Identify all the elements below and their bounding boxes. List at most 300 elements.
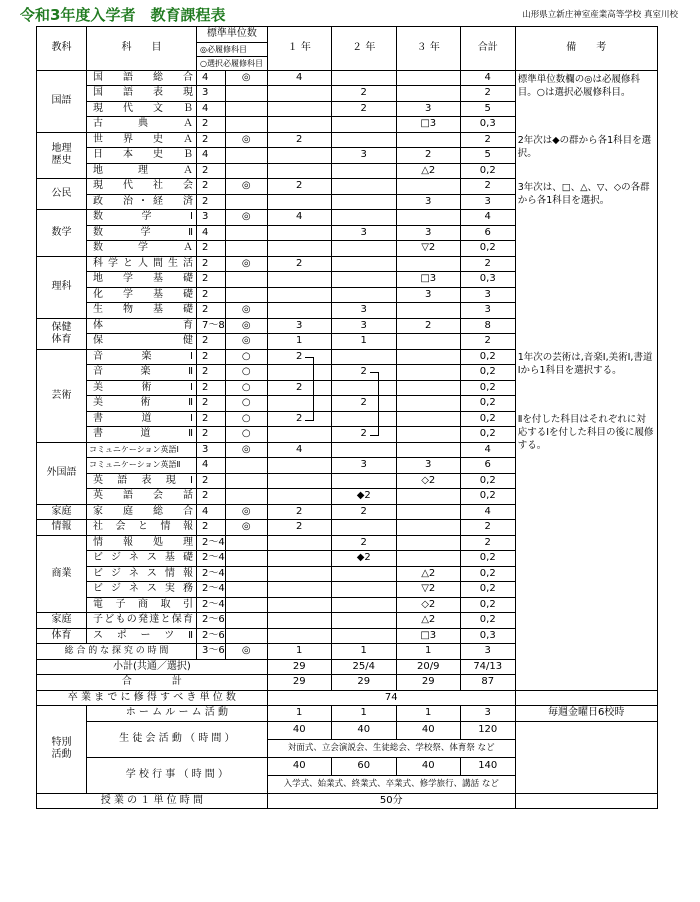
- total-units: 0,2: [460, 473, 515, 489]
- category-label: 体育: [37, 628, 87, 644]
- category-label: 地理 歴史: [37, 132, 87, 179]
- total-units: 0,2: [460, 489, 515, 505]
- subject-name: 現 代 社 会: [87, 179, 197, 195]
- year2-units: [331, 117, 396, 133]
- gakkou-note: 入学式、始業式、終業式、卒業式、修学旅行、講話 など: [267, 775, 515, 793]
- standard-units: 2～4: [197, 582, 226, 598]
- subject-row: [37, 349, 658, 365]
- standard-units: 4: [197, 148, 226, 164]
- seitokai-y2: 40: [331, 721, 396, 739]
- standard-units: 4: [197, 458, 226, 474]
- subtotal-label: 小計(共通／選択): [37, 659, 268, 675]
- grand-y3: 29: [396, 675, 460, 691]
- subject-name: コミュニケーション英語Ⅱ: [87, 458, 197, 474]
- seitokai-total: 120: [460, 721, 515, 739]
- year2-units: [331, 628, 396, 644]
- year1-units: [267, 148, 331, 164]
- hr-y1: 1: [267, 706, 331, 722]
- requirement-mark: [225, 535, 267, 551]
- standard-units: 3: [197, 210, 226, 226]
- remarks-cell: [515, 318, 657, 349]
- year1-units: 2: [267, 132, 331, 148]
- gakkou-label: 学 校 行 事 （ 時 間 ）: [87, 757, 268, 793]
- category-label: 家庭: [37, 613, 87, 629]
- total-units: 0,2: [460, 427, 515, 443]
- requirement-mark: [225, 597, 267, 613]
- total-units: 0,2: [460, 380, 515, 396]
- year2-units: [331, 566, 396, 582]
- requirement-mark: [225, 287, 267, 303]
- gakkou-total: 140: [460, 757, 515, 775]
- year2-units: 3: [331, 458, 396, 474]
- year3-units: [396, 210, 460, 226]
- year2-units: 1: [331, 334, 396, 350]
- year3-units: [396, 365, 460, 381]
- total-units: 0,2: [460, 349, 515, 365]
- subject-name: ビジネス実務: [87, 582, 197, 598]
- year2-units: [331, 272, 396, 288]
- subject-name: 書 道 Ⅰ: [87, 411, 197, 427]
- total-units: 2: [460, 132, 515, 148]
- year3-units: 3: [396, 101, 460, 117]
- year3-units: [396, 256, 460, 272]
- lesson-time-row: [37, 793, 658, 809]
- requirement-mark: [225, 489, 267, 505]
- year1-units: [267, 365, 331, 381]
- year1-units: [267, 551, 331, 567]
- year2-units: [331, 256, 396, 272]
- year3-units: [396, 179, 460, 195]
- total-units: 0,2: [460, 582, 515, 598]
- year3-units: ▽2: [396, 241, 460, 257]
- subtotal-y2: 25/4: [331, 659, 396, 675]
- year1-units: [267, 396, 331, 412]
- total-units: 3: [460, 287, 515, 303]
- year3-units: 3: [396, 287, 460, 303]
- standard-units: 4: [197, 101, 226, 117]
- year2-units: ◆2: [331, 489, 396, 505]
- subject-row: [37, 318, 658, 334]
- graduation-label: 卒 業 ま で に 修 得 す べ き 単 位 数: [37, 690, 268, 706]
- remarks-cell: [515, 690, 657, 706]
- subject-row: [37, 628, 658, 644]
- subject-name: 国 語 総 合: [87, 70, 197, 86]
- year2-units: 2: [331, 86, 396, 102]
- total-units: 0,2: [460, 396, 515, 412]
- total-units: 0,2: [460, 551, 515, 567]
- standard-units: 2～4: [197, 566, 226, 582]
- year3-units: [396, 551, 460, 567]
- unit-legend-hissyu: ◎必履修科目: [197, 42, 268, 56]
- subject-name: 日 本 史 Ｂ: [87, 148, 197, 164]
- year2-units: 2: [331, 504, 396, 520]
- gakkou-y3: 40: [396, 757, 460, 775]
- total-units: 0,2: [460, 365, 515, 381]
- requirement-mark: ○: [225, 365, 267, 381]
- unit-legend-sentaku: ○選択必履修科目: [197, 56, 268, 70]
- requirement-mark: ◎: [225, 644, 267, 660]
- requirement-mark: ◎: [225, 442, 267, 458]
- remarks-cell: [515, 675, 657, 691]
- standard-units: 2: [197, 241, 226, 257]
- col-y2: ２ 年: [331, 27, 396, 71]
- year3-units: [396, 380, 460, 396]
- category-label: 芸術: [37, 349, 87, 442]
- year2-units: 3: [331, 148, 396, 164]
- requirement-mark: [225, 225, 267, 241]
- total-units: 2: [460, 256, 515, 272]
- year1-units: 2: [267, 349, 331, 365]
- year3-units: [396, 427, 460, 443]
- standard-units: 2: [197, 520, 226, 536]
- requirement-mark: [225, 86, 267, 102]
- selection-bracket: [370, 372, 379, 436]
- total-units: 0,2: [460, 597, 515, 613]
- year3-units: △2: [396, 613, 460, 629]
- year2-units: 3: [331, 225, 396, 241]
- year1-units: 2: [267, 504, 331, 520]
- year3-units: [396, 520, 460, 536]
- remarks-cell: [515, 721, 657, 793]
- requirement-mark: ○: [225, 380, 267, 396]
- year2-units: [331, 442, 396, 458]
- gakkou-y1: 40: [267, 757, 331, 775]
- total-row: [37, 675, 658, 691]
- standard-units: 3～6: [197, 644, 226, 660]
- lesson-time-label: 授 業 の １ 単 位 時 間: [37, 793, 268, 809]
- requirement-mark: [225, 566, 267, 582]
- year1-units: 3: [267, 318, 331, 334]
- seitokai-y1: 40: [267, 721, 331, 739]
- year1-units: [267, 597, 331, 613]
- category-label: 情報: [37, 520, 87, 536]
- requirement-mark: ○: [225, 396, 267, 412]
- year1-units: [267, 613, 331, 629]
- category-label: 理科: [37, 256, 87, 318]
- requirement-mark: [225, 613, 267, 629]
- year1-units: 2: [267, 411, 331, 427]
- standard-units: 2: [197, 396, 226, 412]
- year2-units: [331, 349, 396, 365]
- year2-units: 1: [331, 644, 396, 660]
- year3-units: [396, 535, 460, 551]
- year3-units: [396, 132, 460, 148]
- year1-units: [267, 117, 331, 133]
- col-total: 合計: [460, 27, 515, 71]
- standard-units: 2～4: [197, 551, 226, 567]
- year1-units: 1: [267, 644, 331, 660]
- requirement-mark: [225, 473, 267, 489]
- subject-name: 電 子 商 取 引: [87, 597, 197, 613]
- total-units: 2: [460, 179, 515, 195]
- subject-name: ビジネス基礎: [87, 551, 197, 567]
- requirement-mark: ◎: [225, 132, 267, 148]
- year1-units: [267, 303, 331, 319]
- standard-units: 2: [197, 179, 226, 195]
- year2-units: [331, 70, 396, 86]
- year2-units: 3: [331, 318, 396, 334]
- year2-units: [331, 163, 396, 179]
- year3-units: △2: [396, 566, 460, 582]
- remarks-cell: [515, 628, 657, 659]
- subject-name: 地 理 Ａ: [87, 163, 197, 179]
- standard-units: 3: [197, 86, 226, 102]
- year3-units: ▽2: [396, 582, 460, 598]
- subject-name: 生 物 基 礎: [87, 303, 197, 319]
- subject-name: 書 道 Ⅱ: [87, 427, 197, 443]
- subject-name: 数 学 Ⅱ: [87, 225, 197, 241]
- year3-units: [396, 504, 460, 520]
- school-name: 山形県立新庄神室産業高等学校 真室川校: [522, 10, 678, 20]
- year2-units: [331, 473, 396, 489]
- year3-units: 3: [396, 458, 460, 474]
- year3-units: □3: [396, 628, 460, 644]
- total-units: 4: [460, 210, 515, 226]
- year3-units: □3: [396, 272, 460, 288]
- gakkou-y2: 60: [331, 757, 396, 775]
- subject-row: [37, 132, 658, 148]
- requirement-mark: [225, 241, 267, 257]
- year3-units: ◇2: [396, 473, 460, 489]
- total-units: 5: [460, 101, 515, 117]
- total-units: 0,3: [460, 628, 515, 644]
- subject-name: 世 界 史 Ａ: [87, 132, 197, 148]
- year2-units: [331, 520, 396, 536]
- hr-total: 3: [460, 706, 515, 722]
- requirement-mark: ◎: [225, 520, 267, 536]
- year3-units: ◇2: [396, 597, 460, 613]
- requirement-mark: ○: [225, 411, 267, 427]
- curriculum-table: [36, 26, 658, 809]
- subject-name: 家 庭 総 合: [87, 504, 197, 520]
- requirement-mark: ○: [225, 349, 267, 365]
- requirement-mark: ◎: [225, 334, 267, 350]
- requirement-mark: ○: [225, 427, 267, 443]
- year1-units: 2: [267, 179, 331, 195]
- category-label: 公民: [37, 179, 87, 210]
- year1-units: 4: [267, 442, 331, 458]
- year2-units: [331, 613, 396, 629]
- subject-name: ビジネス情報: [87, 566, 197, 582]
- standard-units: 2: [197, 117, 226, 133]
- year2-units: 3: [331, 303, 396, 319]
- requirement-mark: ◎: [225, 504, 267, 520]
- year3-units: 3: [396, 225, 460, 241]
- year3-units: [396, 303, 460, 319]
- total-units: 6: [460, 458, 515, 474]
- total-units: 0,2: [460, 566, 515, 582]
- year2-units: 2: [331, 396, 396, 412]
- subject-name: 科学と人間生活: [87, 256, 197, 272]
- year3-units: [396, 489, 460, 505]
- subject-name: 音 楽 Ⅱ: [87, 365, 197, 381]
- year1-units: [267, 101, 331, 117]
- year1-units: 4: [267, 210, 331, 226]
- year3-units: [396, 86, 460, 102]
- year1-units: 2: [267, 256, 331, 272]
- standard-units: 3: [197, 442, 226, 458]
- requirement-mark: [225, 272, 267, 288]
- subject-name: 政 治・経 済: [87, 194, 197, 210]
- page-title: 令和3年度入学者 教育課程表: [20, 6, 226, 24]
- year2-units: 2: [331, 101, 396, 117]
- requirement-mark: [225, 582, 267, 598]
- standard-units: 4: [197, 225, 226, 241]
- subject-name: ス ポ ー ツ Ⅱ: [87, 628, 197, 644]
- subject-row: [37, 70, 658, 86]
- year1-units: [267, 473, 331, 489]
- col-unit: 標準単位数: [197, 27, 268, 43]
- year1-units: [267, 628, 331, 644]
- standard-units: 2: [197, 334, 226, 350]
- year1-units: 4: [267, 70, 331, 86]
- seitokai-note: 対面式、立会演説会、生徒総会、学校祭、体育祭 など: [267, 739, 515, 757]
- selection-bracket: [305, 357, 314, 421]
- requirement-mark: [225, 628, 267, 644]
- standard-units: 2: [197, 163, 226, 179]
- standard-units: 2: [197, 427, 226, 443]
- total-units: 3: [460, 303, 515, 319]
- subject-name: 化 学 基 礎: [87, 287, 197, 303]
- category-label: 数学: [37, 210, 87, 257]
- col-y3: ３ 年: [396, 27, 460, 71]
- year1-units: [267, 566, 331, 582]
- requirement-mark: [225, 101, 267, 117]
- standard-units: 2～4: [197, 535, 226, 551]
- subject-name: 数 学 Ａ: [87, 241, 197, 257]
- subject-name: 数 学 Ⅰ: [87, 210, 197, 226]
- subject-name: 情 報 処 理: [87, 535, 197, 551]
- standard-units: 2: [197, 132, 226, 148]
- year2-units: [331, 597, 396, 613]
- subject-name: 体 育: [87, 318, 197, 334]
- standard-units: 2: [197, 365, 226, 381]
- subject-name: 子どもの発達と保育: [87, 613, 197, 629]
- standard-units: 2: [197, 272, 226, 288]
- standard-units: 2: [197, 489, 226, 505]
- year1-units: [267, 458, 331, 474]
- year1-units: [267, 225, 331, 241]
- subject-name: 古 典 Ａ: [87, 117, 197, 133]
- total-units: 0,3: [460, 117, 515, 133]
- year1-units: 2: [267, 520, 331, 536]
- subject-name: 英 語 会 話: [87, 489, 197, 505]
- hr-y2: 1: [331, 706, 396, 722]
- total-units: 0,3: [460, 272, 515, 288]
- subject-name: 社 会 と 情 報: [87, 520, 197, 536]
- year1-units: 1: [267, 334, 331, 350]
- year3-units: [396, 70, 460, 86]
- requirement-mark: ◎: [225, 210, 267, 226]
- col-y1: １ 年: [267, 27, 331, 71]
- year2-units: [331, 210, 396, 226]
- total-units: 2: [460, 520, 515, 536]
- seitokai-label: 生 徒 会 活 動 （ 時 間 ）: [87, 721, 268, 757]
- subject-name: 保 健: [87, 334, 197, 350]
- year2-units: 2: [331, 427, 396, 443]
- grand-y2: 29: [331, 675, 396, 691]
- total-units: 5: [460, 148, 515, 164]
- year2-units: [331, 132, 396, 148]
- year2-units: [331, 411, 396, 427]
- requirement-mark: ◎: [225, 179, 267, 195]
- standard-units: 2: [197, 256, 226, 272]
- year2-units: ◆2: [331, 551, 396, 567]
- remarks-cell: 3年次は、□、△、▽、◇の各群から各1科目を選択。: [515, 179, 657, 319]
- year3-units: 2: [396, 148, 460, 164]
- grand-total: 87: [460, 675, 515, 691]
- total-units: 4: [460, 442, 515, 458]
- requirement-mark: [225, 148, 267, 164]
- year1-units: [267, 163, 331, 179]
- year2-units: [331, 287, 396, 303]
- subject-name: 美 術 Ⅱ: [87, 396, 197, 412]
- requirement-mark: [225, 163, 267, 179]
- requirement-mark: ◎: [225, 303, 267, 319]
- standard-units: 2: [197, 303, 226, 319]
- total-units: 0,2: [460, 241, 515, 257]
- standard-units: 2～6: [197, 613, 226, 629]
- standard-units: 2: [197, 287, 226, 303]
- subtotal-total: 74/13: [460, 659, 515, 675]
- total-units: 0,2: [460, 163, 515, 179]
- year2-units: 2: [331, 365, 396, 381]
- standard-units: 4: [197, 504, 226, 520]
- total-units: 3: [460, 644, 515, 660]
- year2-units: 2: [331, 535, 396, 551]
- year2-units: [331, 582, 396, 598]
- total-units: 4: [460, 70, 515, 86]
- year1-units: [267, 194, 331, 210]
- year1-units: [267, 582, 331, 598]
- remarks-cell: [515, 659, 657, 675]
- col-bikou: 備 考: [515, 27, 657, 71]
- category-label: 外国語: [37, 442, 87, 504]
- standard-units: 2: [197, 411, 226, 427]
- year3-units: [396, 442, 460, 458]
- year2-units: [331, 241, 396, 257]
- year3-units: □3: [396, 117, 460, 133]
- year2-units: [331, 380, 396, 396]
- total-label: 合 計: [37, 675, 268, 691]
- subject-name: 国 語 表 現: [87, 86, 197, 102]
- requirement-mark: ◎: [225, 318, 267, 334]
- header-row: [37, 27, 658, 43]
- subject-name: 地 学 基 礎: [87, 272, 197, 288]
- year3-units: 2: [396, 318, 460, 334]
- total-units: 4: [460, 504, 515, 520]
- col-kamoku: 科 目: [87, 27, 197, 71]
- year3-units: 1: [396, 644, 460, 660]
- hr-y3: 1: [396, 706, 460, 722]
- subject-name: 現 代 文 Ｂ: [87, 101, 197, 117]
- sougou-label: 総 合 的 な 探 究 の 時 間: [37, 644, 197, 660]
- seitokai-y3: 40: [396, 721, 460, 739]
- col-kyouka: 教科: [37, 27, 87, 71]
- requirement-mark: [225, 551, 267, 567]
- standard-units: 7～8: [197, 318, 226, 334]
- total-units: 2: [460, 535, 515, 551]
- category-label: 商業: [37, 535, 87, 613]
- year3-units: [396, 334, 460, 350]
- subject-row: [37, 179, 658, 195]
- lesson-time-value: 50分: [267, 793, 515, 809]
- category-label: 家庭: [37, 504, 87, 520]
- hr-note: 毎週金曜日6校時: [515, 706, 657, 722]
- requirement-mark: ◎: [225, 256, 267, 272]
- standard-units: 2: [197, 194, 226, 210]
- total-units: 2: [460, 334, 515, 350]
